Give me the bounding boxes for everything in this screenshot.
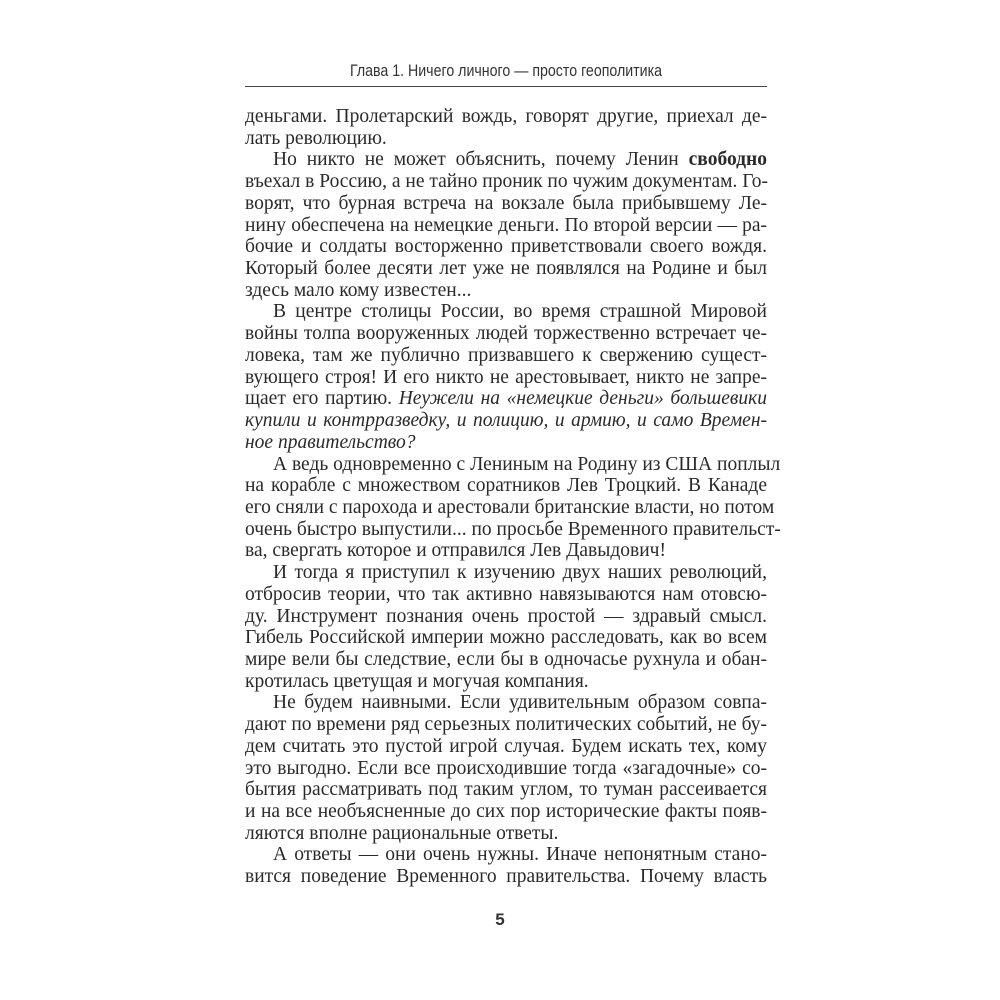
text-span: его сняли с парохода и арестовали британские власти, но потом bbox=[245, 496, 775, 518]
paragraph-first-line bbox=[245, 844, 767, 866]
text-line bbox=[245, 714, 767, 736]
text-line bbox=[245, 866, 767, 888]
text-span: ляются вполне рациональные ответы. bbox=[245, 822, 559, 844]
body-text bbox=[245, 106, 781, 888]
text-span: очень быстро выпустили... по просьбе Временного правительст- bbox=[245, 518, 781, 540]
text-span: это выгодно. Если все происходившие тогда «загадочные» со- bbox=[245, 757, 767, 779]
text-span: мире вели бы следствие, если бы в одночасье рухнула и обан- bbox=[245, 648, 767, 670]
text-span: ва, свергать которое и отправился Лев Давыдович! bbox=[245, 540, 666, 562]
text-line bbox=[245, 496, 775, 519]
paragraph-first-line bbox=[245, 149, 767, 171]
text-line bbox=[245, 106, 767, 128]
text-span: дем считать это пустой игрой случая. Будем искать тех, кому bbox=[245, 735, 767, 757]
italic-text: ное правительство? bbox=[245, 431, 416, 453]
text-line bbox=[245, 627, 767, 649]
text-line bbox=[245, 475, 767, 497]
text-span: В центре столицы России, во время страшной Мировой bbox=[273, 301, 767, 323]
text-span: Гибель Российской империи можно расследовать, как во всем bbox=[245, 627, 767, 649]
text-line bbox=[245, 258, 767, 280]
text-span: ду. Инструмент познания очень простой — здравый смысл. bbox=[245, 605, 767, 627]
paragraph-first-line bbox=[245, 453, 781, 476]
text-span: ловека, там же публично призвавшего к свержению сущест- bbox=[245, 344, 767, 366]
text-span: И тогда я приступил к изучению двух наших революций, bbox=[273, 562, 767, 584]
text-span: на корабле с множеством соратников Лев Троцкий. В Канаде bbox=[245, 475, 767, 497]
text-span: здесь мало кому известен... bbox=[245, 279, 472, 301]
text-line bbox=[245, 779, 767, 801]
text-line bbox=[245, 606, 767, 628]
text-span: лать революцию. bbox=[245, 127, 387, 149]
text-line bbox=[245, 193, 767, 215]
text-line bbox=[245, 345, 767, 367]
text-span: Но никто не может объяснить, почему Ленин bbox=[273, 149, 689, 171]
text-span: ворят, что бурная встреча на вокзале была прибывшему Ле- bbox=[245, 192, 767, 214]
page-number: 5 bbox=[495, 910, 505, 929]
text-span: щает его партию. bbox=[245, 388, 399, 410]
text-line bbox=[245, 584, 767, 606]
text-span: войны толпа вооруженных людей торжественно встречает че- bbox=[245, 323, 767, 345]
text-line bbox=[245, 736, 767, 758]
text-span: отбросив теории, что так активно навязываются нам отовсю- bbox=[245, 583, 767, 605]
text-span: вится поведение Временного правительства. Почему власть bbox=[245, 866, 767, 888]
text-line bbox=[245, 540, 767, 562]
text-span: Не будем наивными. Если удивительным образом совпа- bbox=[273, 692, 767, 714]
text-line bbox=[245, 367, 767, 389]
text-line bbox=[245, 323, 767, 345]
bold-text: свободно bbox=[688, 149, 767, 171]
text-span: нину обеспечена на немецкие деньги. По второй версии — ра- bbox=[245, 214, 767, 236]
text-line bbox=[245, 171, 767, 193]
text-line bbox=[245, 823, 767, 845]
text-span: бытия рассматривать под таким углом, то туман рассеивается bbox=[245, 779, 767, 801]
text-line bbox=[245, 801, 767, 823]
text-line bbox=[245, 128, 767, 150]
text-line bbox=[245, 432, 767, 454]
text-span: Который более десяти лет уже не появлялся на Родине и был bbox=[245, 258, 767, 280]
text-span: кротилась цветущая и могучая компания. bbox=[245, 670, 589, 692]
text-span: бочие и солдаты восторженно приветствовали своего вождя. bbox=[245, 236, 767, 258]
text-span: дают по времени ряд серьезных политических событий, не бу- bbox=[245, 714, 767, 736]
text-line bbox=[245, 410, 767, 432]
italic-text: купили и контрразведку, и полицию, и армию, и само Времен- bbox=[245, 410, 767, 432]
text-line bbox=[245, 671, 767, 693]
text-span: въехал в Россию, а не тайно проник по чужим документам. Го- bbox=[245, 171, 769, 193]
text-span: вующего строя! И его никто не арестовывает, никто не запре- bbox=[245, 366, 767, 388]
text-line bbox=[245, 236, 767, 258]
text-line bbox=[245, 518, 781, 541]
text-line bbox=[245, 649, 767, 671]
italic-text: Неужели на «немецкие деньги» большевики bbox=[398, 388, 768, 410]
text-line bbox=[245, 280, 767, 302]
header-rule bbox=[245, 86, 767, 87]
text-span: А ведь одновременно с Лениным на Родину из США поплыл bbox=[273, 453, 781, 475]
paragraph-first-line bbox=[245, 301, 767, 323]
paragraph-first-line bbox=[245, 562, 767, 584]
text-span: деньгами. Пролетарский вождь, говорят другие, приехал де- bbox=[245, 106, 767, 127]
paragraph-first-line bbox=[245, 692, 767, 714]
text-line bbox=[245, 215, 767, 237]
text-line bbox=[245, 388, 767, 410]
running-header: Глава 1. Ничего личного — просто геополитика bbox=[349, 62, 663, 80]
text-line bbox=[245, 758, 767, 780]
text-span: А ответы — они очень нужны. Иначе непонятным стано- bbox=[273, 844, 767, 866]
text-span: и на все необъясненные до сих пор исторические факты появ- bbox=[245, 801, 767, 822]
